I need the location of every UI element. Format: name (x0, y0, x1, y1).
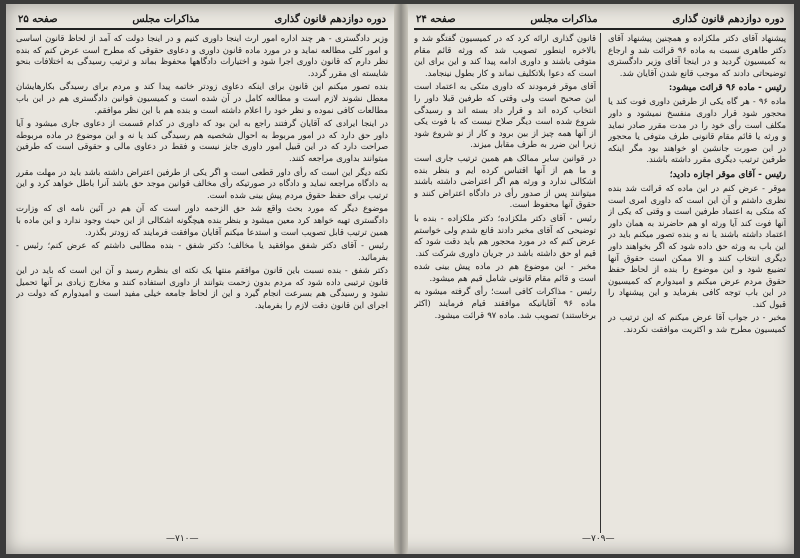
left-paragraph: موضوع دیگر که مورد بحث واقع شد حق الزحمه داور است که آن هم در آئین نامه ای که وزارت دادگستری تهیه خواهد کرد معین میشود و بنظر بنده هیچگونه اشکالی از این حیث وجود ندارد و این ماده با همین ترتیب قابل تصویب است و استدعا میکنم آقایان موافقت فرمایند که زودتر بگذرد. (16, 203, 388, 237)
left-paragraph: رئیس - آقای دکتر شفق موافقید یا مخالف؛ دکتر شفق - بنده مطالبی داشتم که عرض کنم؛ رئیس - بفرمائید. (16, 240, 388, 262)
right-header-center: مذاکرات مجلس (530, 13, 598, 25)
left-page-number: —۷۱۰— (166, 534, 199, 544)
right-paragraph: رئیس - مذاکرات کافی است؛ رأی گرفته میشود به ماده ۹۶ آقایانیکه موافقند قیام فرمایند (اکثر برخاستند) تصویب شد. ماده ۹۷ قرائت میشود. (414, 286, 596, 320)
right-column-1 (608, 33, 786, 533)
right-subhead: رئیس - آقای موقر اجازه دادید؛ (669, 169, 786, 180)
right-paragraph: ماده ۹۶ - هر گاه یکی از طرفین داوری فوت کند یا محجور شود قرار داوری منفسخ نمیشود و داور مکلف است رأی خود را در مدت مقرر صادر نماید و ورثه یا قائم مقام قانونی طرف متوفی یا محجور در این صورت جانشین او خواهند بود مگر اینکه طرفین ترتیب دیگری مقرر داشته باشند. (608, 96, 786, 165)
right-paragraph: مخبر - در جواب آقا عرض میکنم که این ترتیب در کمیسیون مطرح شد و اکثریت موافقت نکردند. (608, 312, 786, 335)
left-paragraph: دکتر شفق - بنده نسبت باین قانون موافقم منتها یک نکته ای بنظرم رسید و آن این است که باید در این قانون ترتیبی داده شود که مردم بدون زحمت بتوانند از داوری استفاده کنند و مخارج زیادی بر آنها تحمیل نشود و رسیدگی هم بسرعت انجام گیرد و این از لحاظ جامعه خیلی مفید است و امیدوارم که دولت در اجرای این قانون دقت لازم را بفرماید. (16, 265, 388, 311)
right-paragraph: آقای موقر فرمودند که داوری متکی به اعتماد است این صحیح است ولی وقتی که طرفین قبلا داور را انتخاب کرده اند و قرار داد بسته اند و رسیدگی شروع شده است دیگر صلاح نیست که با فوت یکی از آنها همه چیز از بین برود و کار از نو شروع شود زیرا این ضرر به طرف مقابل میزند. (414, 81, 596, 150)
right-header-left: صفحه ۲۴ (416, 13, 456, 25)
left-paragraph: بنده تصور میکنم این قانون برای اینکه دعاوی زودتر خاتمه پیدا کند و مردم برای رسیدگی بکارهایشان معطل نشوند لازم است و مطالعه کامل در آن شده است و کمیسیون قوانین دادگستری هم در این باب مطالعات کافی نموده و نظر خود را اعلام داشته است و بنده هم با این نظر موافقم. (16, 81, 388, 115)
left-page-body (16, 30, 388, 537)
left-paragraph: وزیر دادگستری - هر چند اداره امور ارث اینجا داوری کنیم و در اینجا دولت که آمد از لحاظ قانون اساسی و امور کلی مطالعه نماید و در مورد ماده قانون داوری و دعاوی حقوقی که مطرح است عرض کنم که بنده نظر دارم که قانون داوری اجرا شود و اختیارات دادگاهها محفوظ بماند و ترتیب رسیدگی به اختلافات بنحو شایسته ای مقرر گردد. (16, 33, 388, 78)
right-paragraph: در قوانین سایر ممالک هم همین ترتیب جاری است و ما هم از آنها اقتباس کرده ایم و بنظر بنده اشکالی ندارد و ورثه هم اگر اعتراضی داشته باشند میتوانند پس از صدور رأی در دادگاه اعتراض کنند و حقوق آنها محفوظ است. (414, 152, 596, 210)
right-subhead: رئیس - ماده ۹۶ قرائت میشود: (668, 83, 786, 94)
right-header-right: دوره دوازدهم قانون گذاری (672, 13, 784, 25)
right-paragraph: رئیس - آقای دکتر ملکزاده؛ دکتر ملکزاده - بنده با توضیحی که آقای مخبر دادند قانع شدم ولی خواستم عرض کنم که در مورد محجور هم باید دقت شود که قیم او حق داشته باشد در جریان داوری شرکت کند. (414, 212, 596, 258)
right-paragraph: پیشنهاد آقای دکتر ملکزاده و همچنین پیشنهاد آقای دکتر طاهری نسبت به ماده ۹۶ قرائت شد و ارجاع به کمیسیون گردید و در اینجا آقای وزیر دادگستری توضیحاتی دادند که موجب قانع شدن آقایان شد. (608, 33, 786, 78)
left-paragraph: در اینجا ایرادی که آقایان گرفتند راجع به این بود که داوری در کدام قسمت از دعاوی جاری میشود و آیا داور حق دارد که در امور مربوط به احوال شخصیه هم رسیدگی کند یا نه و این موضوع در ماده مربوطه صراحت دارد که در این قبیل امور داوری جایز نیست و فقط در دعاوی مالی و حقوقی است که طرفین میتوانند بداوری مراجعه کنند. (16, 118, 388, 163)
right-column-2 (414, 33, 596, 533)
right-page-header (414, 10, 786, 30)
left-text-column (16, 33, 388, 533)
right-page-body (414, 30, 786, 537)
right-paragraph: قانون گذاری ارائه کرد که در کمیسیون گفتگو شد و بالاخره اینطور تصویب شد که ورثه قائم مقام متوفی باشند و داوری ادامه پیدا کند و این برای این است که دعوا بلاتکلیف نماند و کار بطول نینجامد. (414, 33, 596, 78)
left-header-center: مذاکرات مجلس (132, 13, 200, 25)
column-divider (600, 33, 601, 533)
right-paragraph: مخبر - این موضوع هم در ماده پیش بینی شده است و قائم مقام قانونی شامل قیم هم میشود. (414, 261, 596, 283)
left-header-left: صفحه ۲۵ (18, 13, 58, 25)
book-spread (6, 4, 794, 554)
left-header-right: دوره دوازدهم قانون گذاری (274, 13, 386, 25)
left-paragraph: نکته دیگر این است که رأی داور قطعی است و اگر یکی از طرفین اعتراض داشته باشد باید در مهلت مقرر به دادگاه مراجعه نماید و دادگاه در صورتیکه رأی مخالف قوانین موجد حق باشد آنرا باطل خواهد کرد و این ترتیب برای حفظ حقوق مردم پیش بینی شده است. (16, 166, 388, 200)
left-page-header (16, 10, 388, 30)
left-page (16, 10, 388, 548)
book-gutter (394, 4, 408, 554)
right-paragraph: موقر - عرض کنم در این ماده که قرائت شد بنده نظری داشتم و آن این است که داوری امری است که متکی به اعتماد طرفین است و وقتی که یکی از آنها فوت کند آیا ورثه او هم حاضرند به همان داور اعتماد داشته باشند یا نه و بنده تصور میکنم باید در این باب به ورثه حق داده شود که اگر بخواهند داور دیگری انتخاب کنند و الا ممکن است حقوق آنها تضییع شود و این موضوع را بنده از لحاظ حفظ حقوق مردم عرض میکنم و امیدوارم که کمیسیون در این باب توجه کافی بفرماید و این پیشنهاد را قبول کند. (608, 182, 786, 309)
right-page-number: —۷۰۹— (582, 534, 615, 544)
right-page (414, 10, 786, 548)
